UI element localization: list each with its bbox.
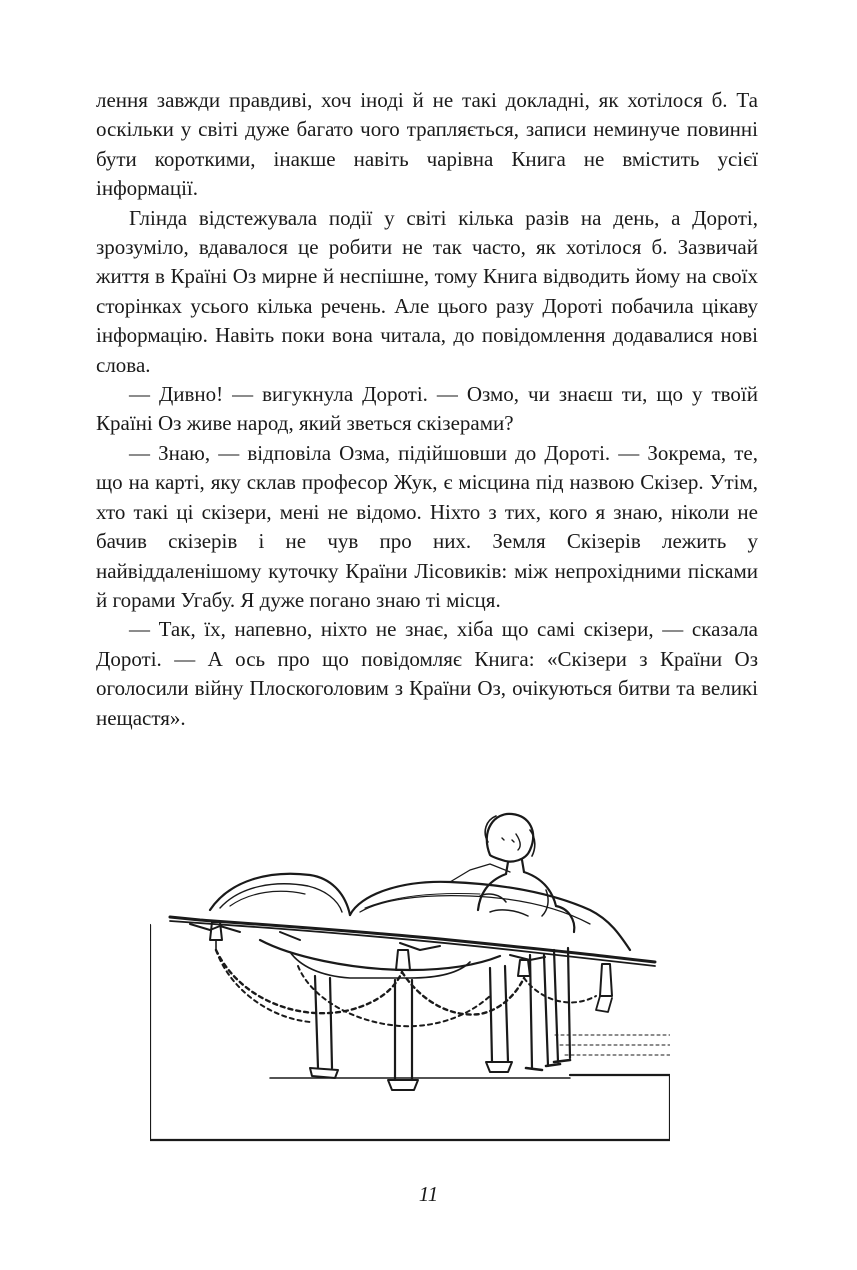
background-frame [150, 925, 670, 1140]
page-number: 11 [418, 1182, 439, 1206]
girl-head [487, 814, 533, 862]
illustration-girl-reading-book [150, 800, 670, 1150]
chain-left [216, 950, 402, 1013]
paragraph-3: — Дивно! — вигукнула Дороті. — Озмо, чи знаєш ти, що у твоїй Країні Оз живе народ, який зветься скізерами? [96, 382, 758, 436]
body-text [96, 86, 758, 733]
paragraph-4: — Знаю, — відповіла Озма, підійшовши до Дороті. — Зокрема, те, що на карті, яку склав професор Жук, є місцина під назвою Скізер. Утім, хто такі ці скізери, мені не відомо. Ніхто з тих, кого я знаю, ніколи не бачив скізерів і не чув про них. Земля Скізерів лежить у найвіддаленішому куточку Країни Лісовиків: між непрохідними пісками й горами Угабу. Я дуже погано знаю ті місця. [96, 440, 758, 612]
paragraph-1: лення завжди правдиві, хоч іноді й не такі докладні, як хотілося б. Та оскільки у світі дуже багато чого трапляється, записи неминуче повинні бути короткими, інакше навіть чарівна Книга не вмістить усієї інформації. [96, 88, 758, 201]
paragraph-5: — Так, їх, напевно, ніхто не знає, хіба що самі скізери, — сказала Дороті. — А ось про що повідомляє Книга: «Скізери з Країни Оз оголосили війну Плоскоголовим з Країни Оз, очікуються битви та великі нещастя». [96, 617, 758, 730]
book-left-page [210, 874, 350, 915]
book-right-page [350, 882, 630, 950]
paragraph-2: Глінда відстежувала події у світі кілька разів на день, а Дороті, зрозуміло, вдавалося це робити не так часто, як хотілося б. Зазвичай життя в Країні Оз мирне й неспішне, тому Книга відводить йому на своїх сторінках усього кілька речень. Але цього разу Дороті побачила цікаву інформацію. Навіть поки вона читала, до повідомлення додавалися нові слова. [96, 205, 758, 377]
